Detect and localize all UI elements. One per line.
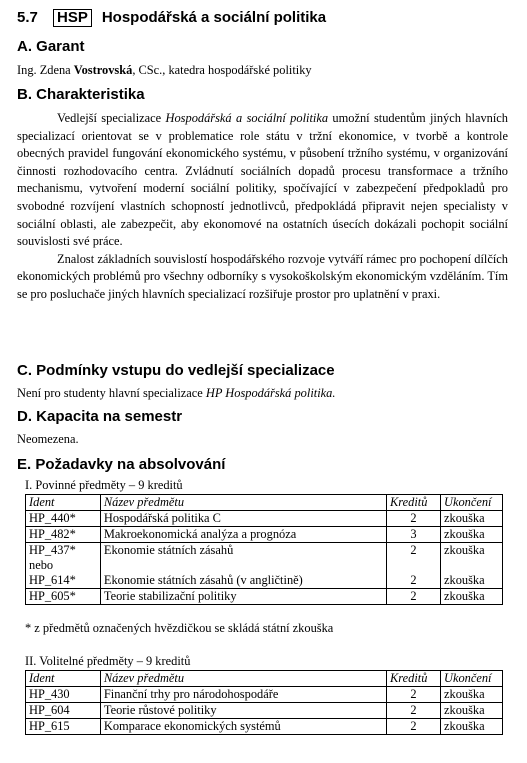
col-credits: Kreditů — [387, 671, 441, 687]
cell-name: Makroekonomická analýza a prognóza — [100, 527, 386, 543]
cell-ident: HP_615 — [26, 719, 101, 735]
cell-end — [441, 543, 503, 589]
state-exam-note: * z předmětů označených hvězdičkou se skládá státní zkouška — [25, 621, 334, 635]
cell-credits: 2 — [387, 703, 441, 719]
table-row — [26, 589, 503, 605]
table-header-row — [26, 671, 503, 687]
cell-ident: HP_440* — [26, 511, 101, 527]
cell-end: zkouška — [441, 703, 503, 719]
table-row — [26, 543, 503, 589]
end-primary: zkouška — [444, 543, 485, 557]
entry-conditions — [17, 386, 335, 401]
paragraph-2: Znalost základních souvislostí hospodářského rozvoje vytváří rámec pro pochopení dílčích ekonomických problémů pro všechny odborníky s vysokoškolským ekonomickým vzděláním. Tím se pro posluchače jiných hlavních specializací rozšiřuje prostor pro uplatnění v praxi. — [17, 251, 508, 301]
cell-ident: HP_605* — [26, 589, 101, 605]
ident-alternative: HP_614* — [29, 573, 76, 587]
col-name: Název předmětu — [100, 671, 386, 687]
col-credits: Kreditů — [387, 495, 441, 511]
cell-end: zkouška — [441, 511, 503, 527]
cell-credits — [387, 543, 441, 589]
p1-start: Vedlejší specializace — [57, 111, 166, 125]
conditions-emphasis: HP Hospodářská politika. — [205, 386, 336, 400]
table-row — [26, 703, 503, 719]
col-name: Název předmětu — [100, 495, 386, 511]
section-number: 5.7 — [17, 9, 38, 26]
page-title — [17, 9, 326, 27]
table-row — [26, 687, 503, 703]
cell-end: zkouška — [441, 687, 503, 703]
col-end: Ukončení — [441, 495, 503, 511]
table2-caption: II. Volitelné předměty – 9 kreditů — [25, 654, 191, 668]
col-ident: Ident — [26, 671, 101, 687]
credits-primary: 2 — [410, 543, 417, 557]
name-primary: Ekonomie státních zásahů — [103, 543, 234, 557]
table-row — [26, 719, 503, 735]
table-row — [26, 527, 503, 543]
elective-courses-table — [25, 670, 503, 735]
cell-name: Teorie stabilizační politiky — [100, 589, 386, 605]
p1-rest: umožní studentům jiných hlavních specializací orientovat se v problematice role státu v tržní ekonomice, v tvorbě a kontrole obecných pravidel fungování ekonomického systému, v působení tržního systému, v organizování činnosti rozhodovacího centra. Zvládnutí sociálních dopadů procesu transformace a tržního mechanismu, vytvoření moderní sociální politiky, spočívající v zabezpečení předpokladů pro svobodné rozvíjení vlastních schopností jednotlivců, předpokládá připravit nejen specialisty v sociální oblasti, ale zabezpečit, aby ekonomové na ostatních úsecích dokázali pochopit sociální souvislosti své práce. — [17, 111, 508, 249]
end-alternative: zkouška — [444, 573, 485, 587]
table-row — [26, 511, 503, 527]
cell-ident — [26, 543, 101, 589]
ident-primary: HP_437* — [29, 543, 76, 557]
guarantor-name: Vostrovská — [73, 63, 133, 77]
guarantor-suffix: , CSc., katedra hospodářské politiky — [132, 63, 312, 77]
characteristics-text — [17, 110, 508, 304]
cell-name — [100, 543, 386, 589]
cell-credits: 2 — [387, 589, 441, 605]
cell-credits: 3 — [387, 527, 441, 543]
guarantor-prefix: Ing. Zdena — [17, 63, 74, 77]
credits-alternative: 2 — [410, 573, 417, 587]
cell-credits: 2 — [387, 687, 441, 703]
cell-ident: HP_430 — [26, 687, 101, 703]
heading-garant: A. Garant — [17, 38, 85, 55]
table1-caption: I. Povinné předměty – 9 kreditů — [25, 478, 183, 492]
name-alternative: Ekonomie státních zásahů (v angličtině) — [103, 573, 303, 587]
col-ident: Ident — [26, 495, 101, 511]
cell-credits: 2 — [387, 719, 441, 735]
required-courses-table — [25, 494, 503, 605]
capacity-value: Neomezena. — [17, 432, 79, 446]
col-end: Ukončení — [441, 671, 503, 687]
cell-ident: HP_604 — [26, 703, 101, 719]
heading-podminky: C. Podmínky vstupu do vedlejší specializace — [17, 362, 335, 379]
cell-end: zkouška — [441, 719, 503, 735]
guarantor-line — [17, 63, 312, 78]
ident-or: nebo — [29, 558, 54, 572]
cell-name: Teorie růstové politiky — [100, 703, 386, 719]
conditions-text: Není pro studenty hlavní specializace — [17, 386, 206, 400]
table-header-row — [26, 495, 503, 511]
cell-end: zkouška — [441, 589, 503, 605]
heading-pozadavky: E. Požadavky na absolvování — [17, 456, 226, 473]
heading-kapacita: D. Kapacita na semestr — [17, 408, 183, 425]
cell-name: Finanční trhy pro národohospodáře — [100, 687, 386, 703]
specialization-title: Hospodářská a sociální politika — [101, 9, 327, 26]
cell-credits: 2 — [387, 511, 441, 527]
p1-emphasis: Hospodářská a sociální politika — [165, 111, 329, 125]
heading-charakteristika: B. Charakteristika — [17, 86, 145, 103]
specialization-code: HSP — [53, 9, 92, 27]
paragraph-1 — [17, 110, 508, 251]
cell-name: Hospodářská politika C — [100, 511, 386, 527]
cell-end: zkouška — [441, 527, 503, 543]
cell-ident: HP_482* — [26, 527, 101, 543]
cell-name: Komparace ekonomických systémů — [100, 719, 386, 735]
